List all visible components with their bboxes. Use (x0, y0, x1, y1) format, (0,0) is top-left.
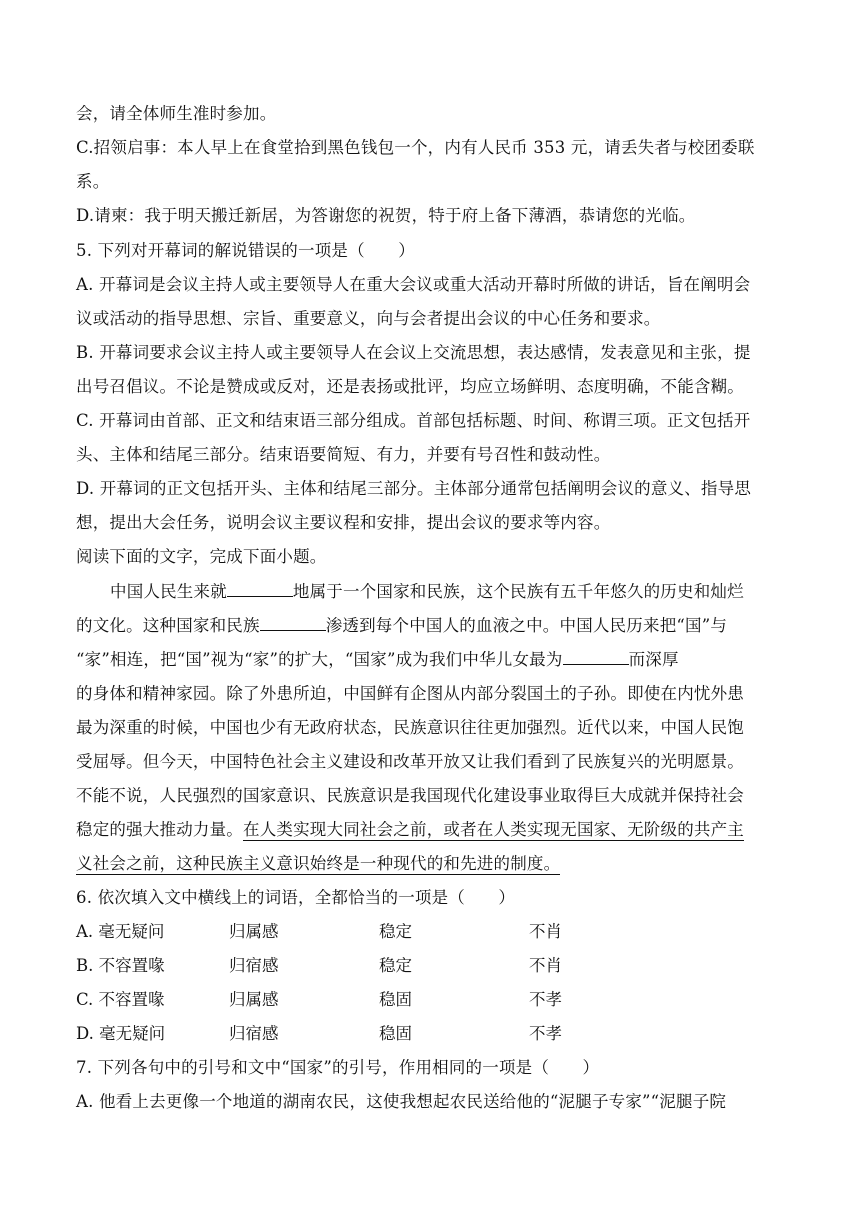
reading-instruction: 阅读下面的文字，完成下面小题。 (76, 547, 327, 566)
q5-option-a: A. 开幕词是会议主持人或主要领导人在重大会议或重大活动开幕时所做的讲话，旨在阐明会 (76, 275, 751, 294)
fill-blank-1 (227, 582, 293, 597)
q6-word-3: 稳固 (379, 1024, 412, 1043)
passage-line-2 (76, 616, 727, 636)
q6-word-4: 不孝 (529, 1024, 562, 1043)
q6-word-3: 稳固 (379, 990, 412, 1009)
passage-line-9 (76, 854, 560, 874)
fill-blank-2 (260, 616, 326, 631)
option-d-line: D.请柬：我于明天搬迁新居，为答谢您的祝贺，特于府上备下薄酒，恭请您的光临。 (76, 206, 696, 225)
q5-option-c-cont: 头、主体和结尾三部分。结束语要简短、有力，并要有号召性和鼓动性。 (76, 445, 611, 464)
underlined-sentence: 在人类实现大同社会之前，或者在人类实现无国家、无阶级的共产主 (243, 820, 744, 839)
fill-blank-3 (563, 650, 629, 665)
q6-word-1: C. 不容置喙 (76, 990, 165, 1009)
passage-text: 地属于一个国家和民族，这个民族有五千年悠久的历史和灿烂 (292, 582, 744, 601)
passage-text: 稳定的强大推动力量。 (76, 820, 243, 839)
q6-word-2: 归宿感 (229, 1024, 279, 1043)
passage-line-8 (76, 820, 744, 840)
q5-option-a-cont: 议或活动的指导思想、宗旨、重要意义，向与会者提出会议的中心任务和要求。 (76, 309, 661, 328)
passage-line-5: 最为深重的时候，中国也少有无政府状态，民族意识往往更加强烈。近代以来，中国人民饱 (76, 718, 744, 737)
passage-text: “家”相连，把“国”视为“家”的扩大，“国家”成为我们中华儿女最为 (76, 650, 563, 669)
q6-word-2: 归宿感 (229, 956, 279, 975)
q5-option-b: B. 开幕词要求会议主持人或主要领导人在会议上交流思想，表达感情，发表意见和主张，提 (76, 343, 751, 362)
option-c-line: C.招领启事：本人早上在食堂拾到黑色钱包一个，内有人民币 353 元，请丢失者与校团委联 (76, 138, 755, 157)
q7-option-a: A. 他看上去更像一个地道的湖南农民，这使我想起农民送给他的“泥腿子专家”“泥腿子院 (76, 1092, 727, 1111)
q6-word-4: 不肖 (529, 956, 562, 975)
q6-word-4: 不肖 (529, 922, 562, 941)
passage-text: 渗透到每个中国人的血液之中。中国人民历来把“国”与 (325, 616, 728, 635)
question-6-stem: 6. 依次填入文中横线上的词语，全都恰当的一项是（ ） (76, 888, 516, 907)
q6-word-1: A. 毫无疑问 (76, 922, 165, 941)
q6-word-3: 稳定 (379, 922, 412, 941)
q6-word-3: 稳定 (379, 956, 412, 975)
text-line: 系。 (76, 172, 110, 191)
q5-option-d-cont: 想，提出大会任务，说明会议主要议程和安排，提出会议的要求等内容。 (76, 513, 611, 532)
passage-line-1 (110, 582, 744, 602)
underlined-sentence-cont: 义社会之前，这种民族主义意识始终是一种现代的和先进的制度。 (76, 854, 561, 873)
question-5-stem: 5. 下列对开幕词的解说错误的一项是（ ） (76, 241, 415, 260)
q5-option-d: D. 开幕词的正文包括开头、主体和结尾三部分。主体部分通常包括阐明会议的意义、指导思 (76, 479, 752, 498)
q6-word-1: D. 毫无疑问 (76, 1024, 166, 1043)
passage-line-4: 的身体和精神家园。除了外患所迫，中国鲜有企图从内部分裂国土的子孙。即使在内忧外患 (76, 684, 744, 703)
q6-word-2: 归属感 (229, 922, 279, 941)
q6-word-1: B. 不容置喙 (76, 956, 165, 975)
passage-line-7: 不能不说，人民强烈的国家意识、民族意识是我国现代化建设事业取得巨大成就并保持社会 (76, 786, 744, 805)
text-line: 会，请全体师生准时参加。 (76, 104, 277, 123)
question-7-stem: 7. 下列各句中的引号和文中“国家”的引号，作用相同的一项是（ ） (76, 1058, 600, 1077)
passage-text: 的文化。这种国家和民族 (76, 616, 260, 635)
q6-word-2: 归属感 (229, 990, 279, 1009)
passage-text: 而深厚 (628, 650, 679, 669)
q5-option-b-cont: 出号召倡议。不论是赞成或反对，还是表扬或批评，均应立场鲜明、态度明确，不能含糊。 (76, 377, 744, 396)
q6-word-4: 不孝 (529, 990, 562, 1009)
passage-line-6: 受屈辱。但今天，中国特色社会主义建设和改革开放又让我们看到了民族复兴的光明愿景。 (76, 752, 744, 771)
passage-text: 中国人民生来就 (110, 582, 227, 601)
passage-line-3 (76, 650, 679, 670)
q5-option-c: C. 开幕词由首部、正文和结束语三部分组成。首部包括标题、时间、称谓三项。正文包括开 (76, 411, 751, 430)
